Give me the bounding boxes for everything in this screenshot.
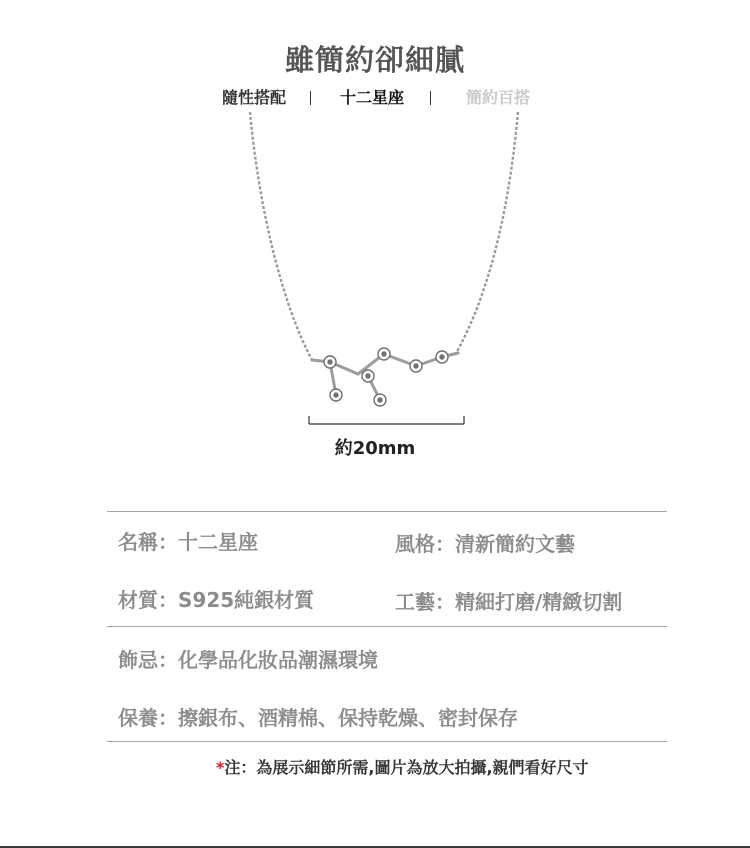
tag-zodiac: 十二星座 [340, 88, 405, 107]
spec-care: 保養：擦銀布、酒精棉、保持乾燥、密封保存 [118, 706, 518, 730]
spec-style: 風格：清新簡約文藝 [395, 532, 575, 556]
divider-line [107, 741, 667, 742]
spec-name: 名稱：十二星座 [118, 530, 258, 554]
divider-line [107, 626, 667, 627]
tag-casual: 隨性搭配 [222, 88, 287, 107]
spec-avoid: 飾忌：化學品化妝品潮濕環境 [118, 648, 378, 672]
tag-simple: 簡約百搭 [466, 88, 531, 107]
tag-divider [430, 91, 431, 105]
feature-tags [0, 86, 750, 112]
note-asterisk: * [216, 758, 225, 777]
spec-material: 材質：S925純銀材質 [118, 588, 315, 612]
note-text: 注：為展示細節所需,圖片為放大拍攝,親們看好尺寸 [224, 758, 589, 777]
page-title: 雖簡約卻細膩 [284, 43, 465, 77]
necklace-image [0, 110, 750, 440]
divider-line [107, 511, 667, 512]
tag-divider [310, 91, 311, 105]
disclaimer-note [216, 755, 589, 778]
size-label: 約20mm [334, 438, 416, 459]
spec-craft: 工藝：精細打磨/精緻切割 [395, 590, 623, 614]
